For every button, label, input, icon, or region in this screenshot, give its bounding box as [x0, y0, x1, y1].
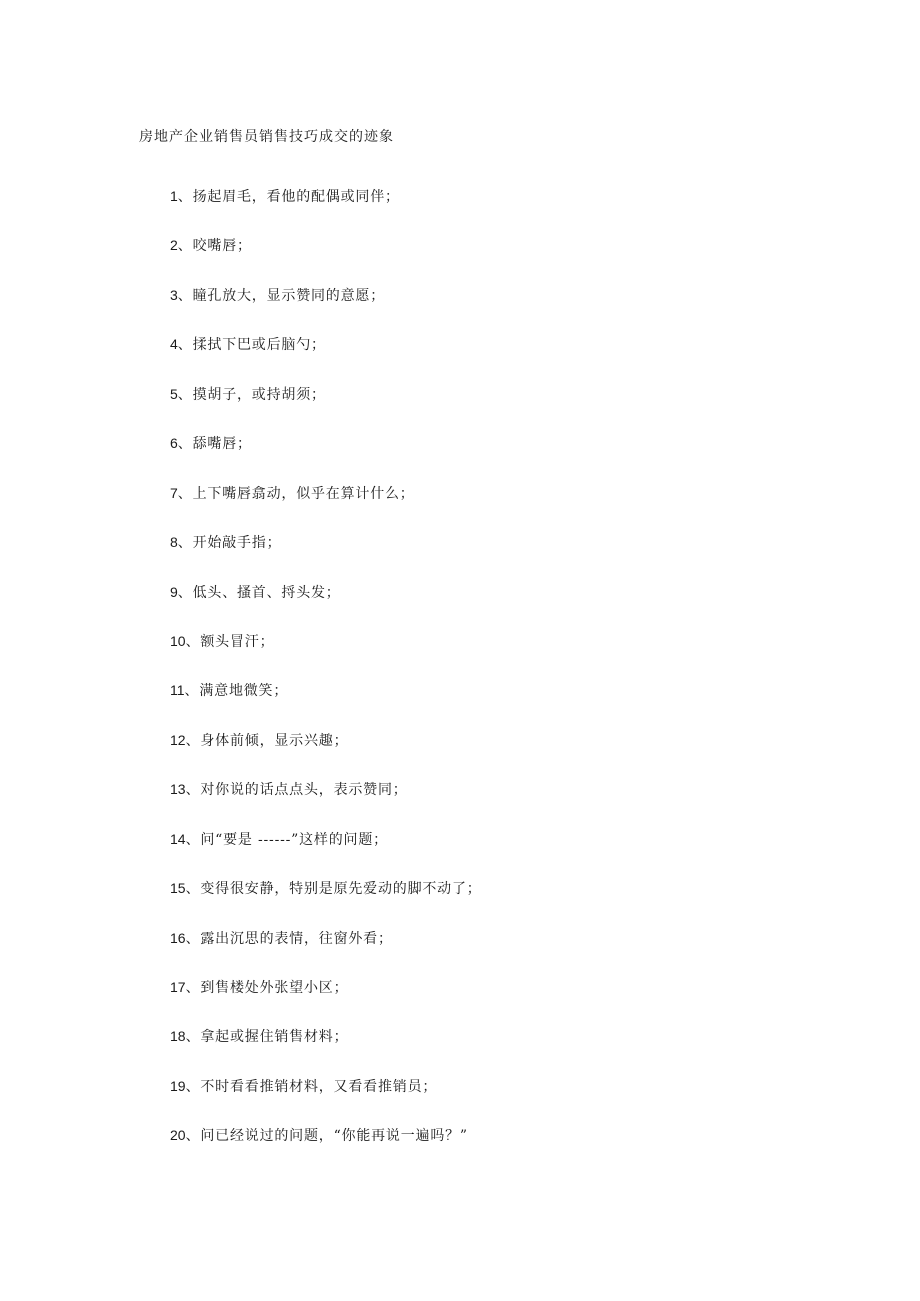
- item-text: 、变得很安静，特别是原先爱动的脚不动了；: [185, 881, 482, 898]
- item-text: 、瞳孔放大，显示赞同的意愿；: [177, 287, 385, 304]
- list-item: [170, 482, 482, 531]
- item-text: 、开始敲手指；: [177, 535, 282, 552]
- list-item: [170, 828, 482, 877]
- item-number: 10: [170, 632, 186, 649]
- list-item: [170, 333, 482, 382]
- item-text: 、摸胡子，或持胡须；: [177, 386, 326, 403]
- item-number: 3: [170, 286, 178, 303]
- item-number: 9: [170, 583, 178, 600]
- item-text: 、揉拭下巴或后脑勺；: [177, 337, 326, 354]
- list-item: [170, 976, 482, 1025]
- list-item: [170, 234, 482, 283]
- list-item: [170, 185, 482, 234]
- item-number: 18: [170, 1028, 186, 1045]
- list-item: [170, 531, 482, 580]
- item-text: 、到售楼处外张望小区；: [185, 980, 349, 996]
- item-number: 5: [170, 385, 178, 402]
- list-item: [170, 630, 482, 679]
- item-number: 14: [170, 830, 186, 847]
- list-item: [170, 581, 482, 630]
- item-number: 13: [170, 781, 186, 798]
- list-item: [170, 679, 482, 728]
- item-number: 11: [170, 682, 185, 699]
- list-item: [170, 778, 482, 827]
- list-item: [170, 877, 482, 926]
- item-text: 、问已经说过的问题，“你能再说一遍吗？”: [185, 1128, 468, 1145]
- sign-list: [170, 185, 482, 1174]
- list-item: [170, 1124, 482, 1173]
- item-text: 、扬起眉毛，看他的配偶或同伴；: [177, 189, 400, 205]
- item-number: 4: [170, 336, 178, 353]
- item-text: 、额头冒汗；: [185, 633, 275, 650]
- item-text: 、问“要是 ------”这样的问题；: [185, 831, 388, 848]
- list-item: [170, 284, 482, 333]
- item-number: 8: [170, 534, 178, 551]
- item-number: 1: [170, 188, 178, 204]
- list-item: [170, 1075, 482, 1124]
- item-number: 7: [170, 484, 178, 501]
- list-item: [170, 729, 482, 778]
- item-number: 12: [170, 731, 186, 748]
- item-text: 、身体前倾，显示兴趣；: [185, 732, 349, 749]
- item-text: 、拿起或握住销售材料；: [185, 1029, 349, 1046]
- item-text: 、低头、搔首、捋头发；: [177, 584, 341, 601]
- item-number: 17: [170, 979, 186, 995]
- item-number: 19: [170, 1077, 186, 1094]
- item-number: 6: [170, 435, 178, 452]
- list-item: [170, 383, 482, 432]
- list-item: [170, 927, 482, 976]
- item-number: 2: [170, 237, 178, 254]
- item-text: 、不时看看推销材料，又看看推销员；: [185, 1078, 438, 1095]
- item-number: 15: [170, 880, 186, 897]
- list-item: [170, 1025, 482, 1074]
- item-number: 20: [170, 1127, 186, 1144]
- item-text: 、对你说的话点点头，表示赞同；: [185, 782, 408, 799]
- item-text: 、咬嘴唇；: [177, 238, 252, 255]
- item-text: 、露出沉思的表情，往窗外看；: [185, 930, 393, 947]
- item-text: 、上下嘴唇翕动，似乎在算计什么；: [177, 485, 415, 502]
- item-number: 16: [170, 929, 186, 946]
- item-text: 、舔嘴唇；: [177, 436, 252, 453]
- item-text: 、满意地微笑；: [184, 683, 289, 700]
- document-title: 房地产企业销售员销售技巧成交的迹象: [139, 129, 394, 145]
- list-item: [170, 432, 482, 481]
